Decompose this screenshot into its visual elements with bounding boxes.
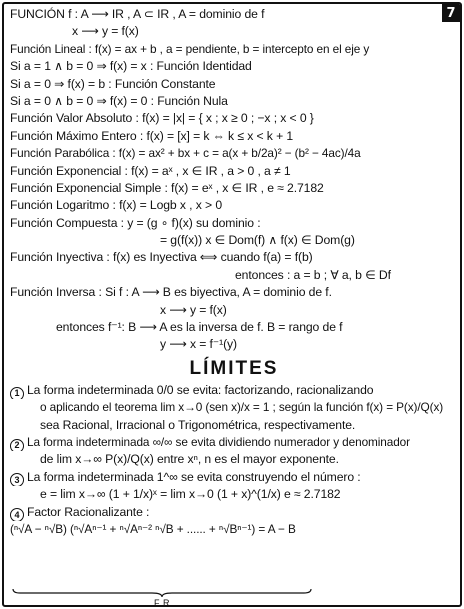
logarithm-function: Función Logaritmo : f(x) = Logb x , x > 0 [10,198,222,213]
item-number: 3 [10,473,24,486]
composite-domain: = g(f(x)) x ∈ Dom(f) ∧ f(x) ∈ Dom(g) [160,233,355,248]
item-text: sea Racional, Irracional o Trigonométrica, respectivamente. [40,417,356,432]
brace-label: F.R. [154,598,175,607]
composite-function: Función Compuesta : y = (g ∘ f)(x) su dominio : [10,215,261,230]
limit-item-3 [10,469,458,504]
inverse-definition: entonces f⁻¹: B ⟶ A es la inversa de f. B = rango de f [56,320,343,335]
item-text: La forma indeterminada 1^∞ se evita construyendo el número : [27,469,361,484]
underbrace [12,588,312,598]
formula-page [2,2,462,607]
item-number: 4 [10,508,24,521]
page-number-badge: 7 [442,4,460,22]
section-title: LÍMITES [189,357,279,379]
item-text: La forma indeterminada ∞/∞ se evita dividiendo numerador y denominador [27,434,410,449]
inverse-mapping: x ⟶ y = f(x) [160,302,227,317]
item-text: o aplicando el teorema lim x→0 (sen x)/x = 1 ; según la función f(x) = P(x)/Q(x) [40,400,444,415]
function-mapping: x ⟶ y = f(x) [72,24,139,39]
limit-item-4 [10,504,458,539]
inverse-reverse-mapping: y ⟶ x = f⁻¹(y) [160,337,238,352]
item-text: La forma indeterminada 0/0 se evita: factorizando, racionalizando [27,382,374,397]
floor-function: Función Máximo Entero : f(x) = [x] = k ⇔ k ≤ x < k + 1 [10,128,294,143]
constant-function: Si a = 0 ⇒ f(x) = b : Función Constante [10,76,216,91]
item-text: e = lim x→∞ (1 + 1/x)ˣ = lim x→0 (1 + x)^(1/x) e ≈ 2.7182 [40,487,341,502]
item-text: de lim x→∞ P(x)/Q(x) entre xⁿ, n es el mayor exponente. [40,452,339,467]
item-number: 1 [10,387,24,400]
formula-content [10,6,458,538]
limit-item-2 [10,434,458,469]
absolute-value-function: Función Valor Absoluto : f(x) = |x| = { x ; x ≥ 0 ; −x ; x < 0 } [10,111,314,126]
inverse-function: Función Inversa : Si f : A ⟶ B es biyectiva, A = dominio de f. [10,285,332,300]
linear-function: Función Lineal : f(x) = ax + b , a = pendiente, b = intercepto en el eje y [10,41,370,56]
function-definition: FUNCIÓN f : A ⟶ IR , A ⊂ IR , A = dominio de f [10,7,265,21]
exponential-function: Función Exponencial : f(x) = aˣ , x ∈ IR , a > 0 , a ≠ 1 [10,163,291,178]
simple-exponential-function: Función Exponencial Simple : f(x) = eˣ , x ∈ IR , e ≈ 2.7182 [10,180,324,195]
injective-condition: entonces : a = b ; ∀ a, b ∈ Df [235,267,391,282]
limit-item-1 [10,382,458,434]
item-text: Factor Racionalizante : [27,504,150,519]
item-number: 2 [10,439,24,452]
item-text: (ⁿ√A − ⁿ√B) (ⁿ√Aⁿ⁻¹ + ⁿ√Aⁿ⁻² ⁿ√B + ...... + ⁿ√Bⁿ⁻¹) = A − B [10,521,296,536]
injective-function: Función Inyectiva : f(x) es Inyectiva ⟺ cuando f(a) = f(b) [10,250,313,265]
null-function: Si a = 0 ∧ b = 0 ⇒ f(x) = 0 : Función Nula [10,93,228,108]
identity-function: Si a = 1 ∧ b = 0 ⇒ f(x) = x : Función Identidad [10,59,252,74]
parabolic-function: Función Parabólica : f(x) = ax² + bx + c = a(x + b/2a)² − (b² − 4ac)/4a [10,146,361,161]
